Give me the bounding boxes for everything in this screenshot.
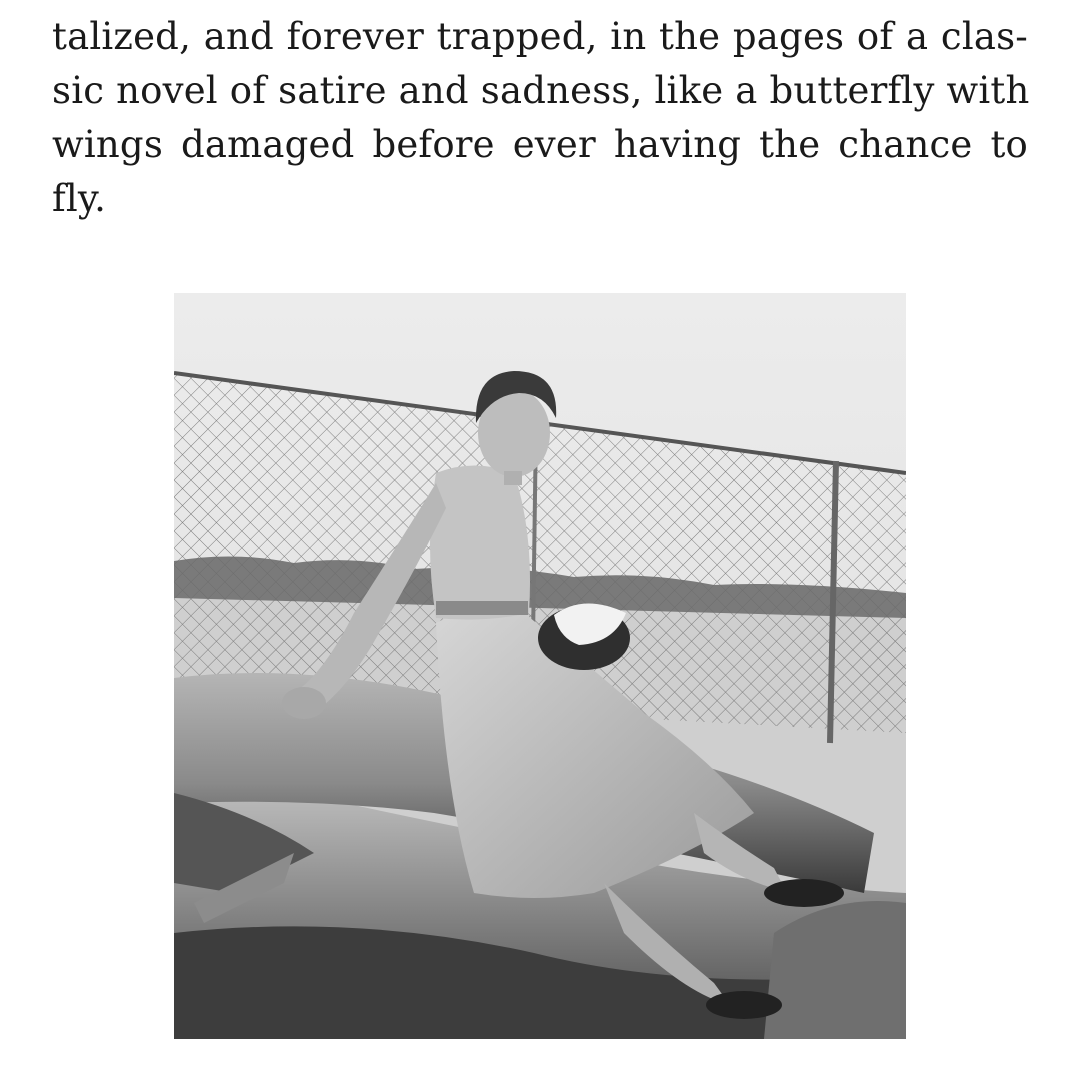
paragraph-line-1: talized, and forever trapped, in the pages of a clas- bbox=[52, 15, 1028, 58]
body-paragraph bbox=[52, 10, 1028, 226]
paragraph-line-4: fly. bbox=[52, 177, 107, 220]
paragraph-line-2: sic novel of satire and sadness, like a butterfly with bbox=[52, 69, 1030, 112]
vintage-photograph bbox=[174, 293, 906, 1039]
photograph-icon bbox=[174, 293, 906, 1039]
paragraph-line-3: wings damaged before ever having the chance to bbox=[52, 123, 1028, 166]
